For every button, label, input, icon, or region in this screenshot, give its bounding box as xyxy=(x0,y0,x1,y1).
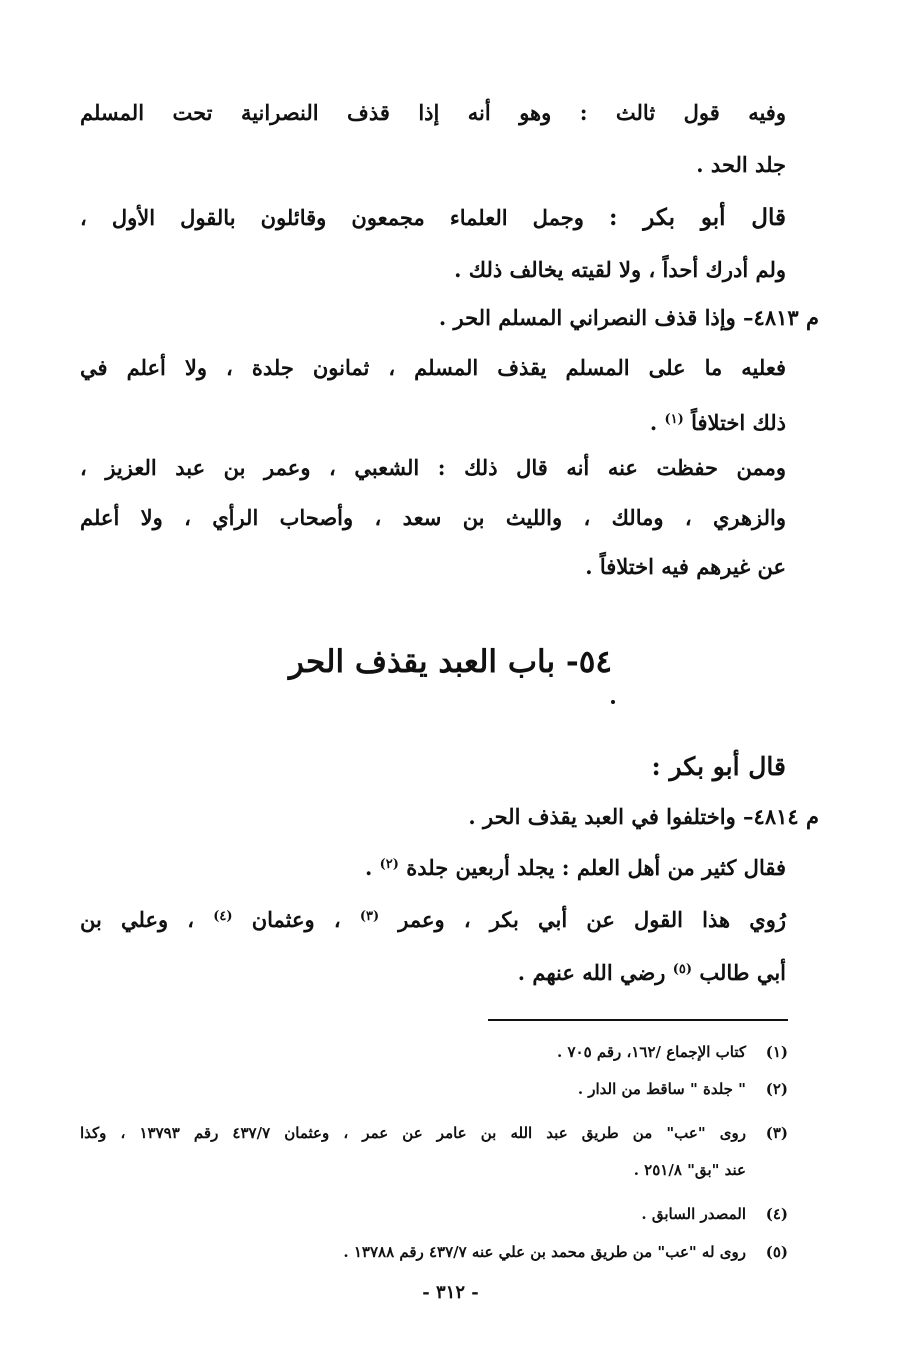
footnote xyxy=(557,1040,788,1064)
footnote-ref: (٣) xyxy=(359,909,380,924)
issue-text: واختلفوا في العبد يقذف الحر . xyxy=(468,804,736,829)
footnote-ref: (٥) xyxy=(672,962,693,977)
paragraph-line xyxy=(80,203,786,233)
footnote-number: (٥) xyxy=(765,1243,788,1261)
issue-number: م ٤٨١٤– xyxy=(743,804,819,829)
footnote-continuation: عند "بق" ٢٥١/٨ . xyxy=(633,1161,746,1179)
footnote-text: " جلدة " ساقط من الدار . xyxy=(577,1080,746,1098)
footnote xyxy=(80,1121,788,1145)
paragraph-text: ، وعلي بن xyxy=(80,907,195,932)
paragraph-line: فقال كثير من أهل العلم : يجلد أربعين جلدة $^{(٢)}$ . xyxy=(365,855,786,880)
footnote-number: (٣) xyxy=(765,1124,788,1142)
ornament-dot xyxy=(611,700,615,704)
footnote-text: المصدر السابق . xyxy=(641,1205,746,1223)
speaker-label: قال أبو بكر : xyxy=(608,204,787,231)
footnote xyxy=(578,1077,788,1101)
paragraph-text: فقال كثير من أهل العلم : يجلد أربعين جلدة xyxy=(406,855,786,880)
footnote-ref: (٢) xyxy=(379,857,399,872)
footnote-number: (٢) xyxy=(765,1080,788,1098)
issue-4813 xyxy=(439,303,819,333)
paragraph-line xyxy=(518,955,786,988)
footnote-text: كتاب الإجماع /١٦٢، رقم ٧٠٥ . xyxy=(557,1043,746,1061)
issue-4814 xyxy=(468,802,819,832)
footnote-ref: (٤) xyxy=(213,909,233,924)
paragraph-line: جلد الحد . xyxy=(696,152,786,177)
paragraph-line: فعليه ما على المسلم يقذف المسلم ، ثمانون جلدة ، ولا أعلم في xyxy=(80,355,786,380)
footnote xyxy=(343,1240,788,1264)
paragraph-text: أبي طالب xyxy=(699,960,786,985)
footnote-text: روى له "عب" من طريق محمد بن علي عنه ٤٣٧/٧ رقم ١٣٧٨٨ . xyxy=(343,1243,746,1261)
paragraph-line: عن غيرهم فيه اختلافاً . xyxy=(585,554,786,579)
paragraph-line: وممن حفظت عنه أنه قال ذلك : الشعبي ، وعمر بن عبد العزيز ، xyxy=(80,455,786,480)
issue-number: م ٤٨١٣– xyxy=(743,305,819,330)
chapter-heading: ٥٤- باب العبد يقذف الحر xyxy=(288,644,613,680)
paragraph-text: ذلك اختلافاً xyxy=(691,410,786,435)
footnote-number: (١) xyxy=(765,1043,788,1061)
paragraph-text: وجمل العلماء مجمعون وقائلون بالقول الأول ، xyxy=(80,205,584,230)
paragraph-line: ذلك اختلافاً $^{(١)}$ . xyxy=(649,410,786,435)
paragraph-line: ولم أدرك أحداً ، ولا لقيته يخالف ذلك . xyxy=(454,257,786,282)
footnote-ref: (١) xyxy=(664,412,684,427)
footnote-number: (٤) xyxy=(765,1205,788,1223)
footnote xyxy=(641,1202,788,1226)
paragraph-text: رضي الله عنهم . xyxy=(517,960,666,985)
paragraph-line: وفيه قول ثالث : وهو أنه إذا قذف النصرانية تحت المسلم xyxy=(80,100,786,125)
paragraph-line: والزهري ، ومالك ، والليث بن سعد ، وأصحاب الرأي ، ولا أعلم xyxy=(80,505,786,530)
paragraph-text: ، وعثمان xyxy=(251,907,341,932)
issue-text: وإذا قذف النصراني المسلم الحر . xyxy=(438,305,736,330)
speaker-heading: قال أبو بكر : xyxy=(651,752,786,781)
footnote-text: روى "عب" من طريق عبد الله بن عامر عن عمر ، وعثمان ٤٣٧/٧ رقم ١٣٧٩٣ ، وكذا xyxy=(80,1124,746,1142)
page-number: - ٣١٢ - xyxy=(422,1282,479,1303)
paragraph-line xyxy=(80,902,786,935)
paragraph-text: رُوي هذا القول عن أبي بكر ، وعمر xyxy=(398,907,786,932)
footnote-separator xyxy=(488,1019,788,1021)
